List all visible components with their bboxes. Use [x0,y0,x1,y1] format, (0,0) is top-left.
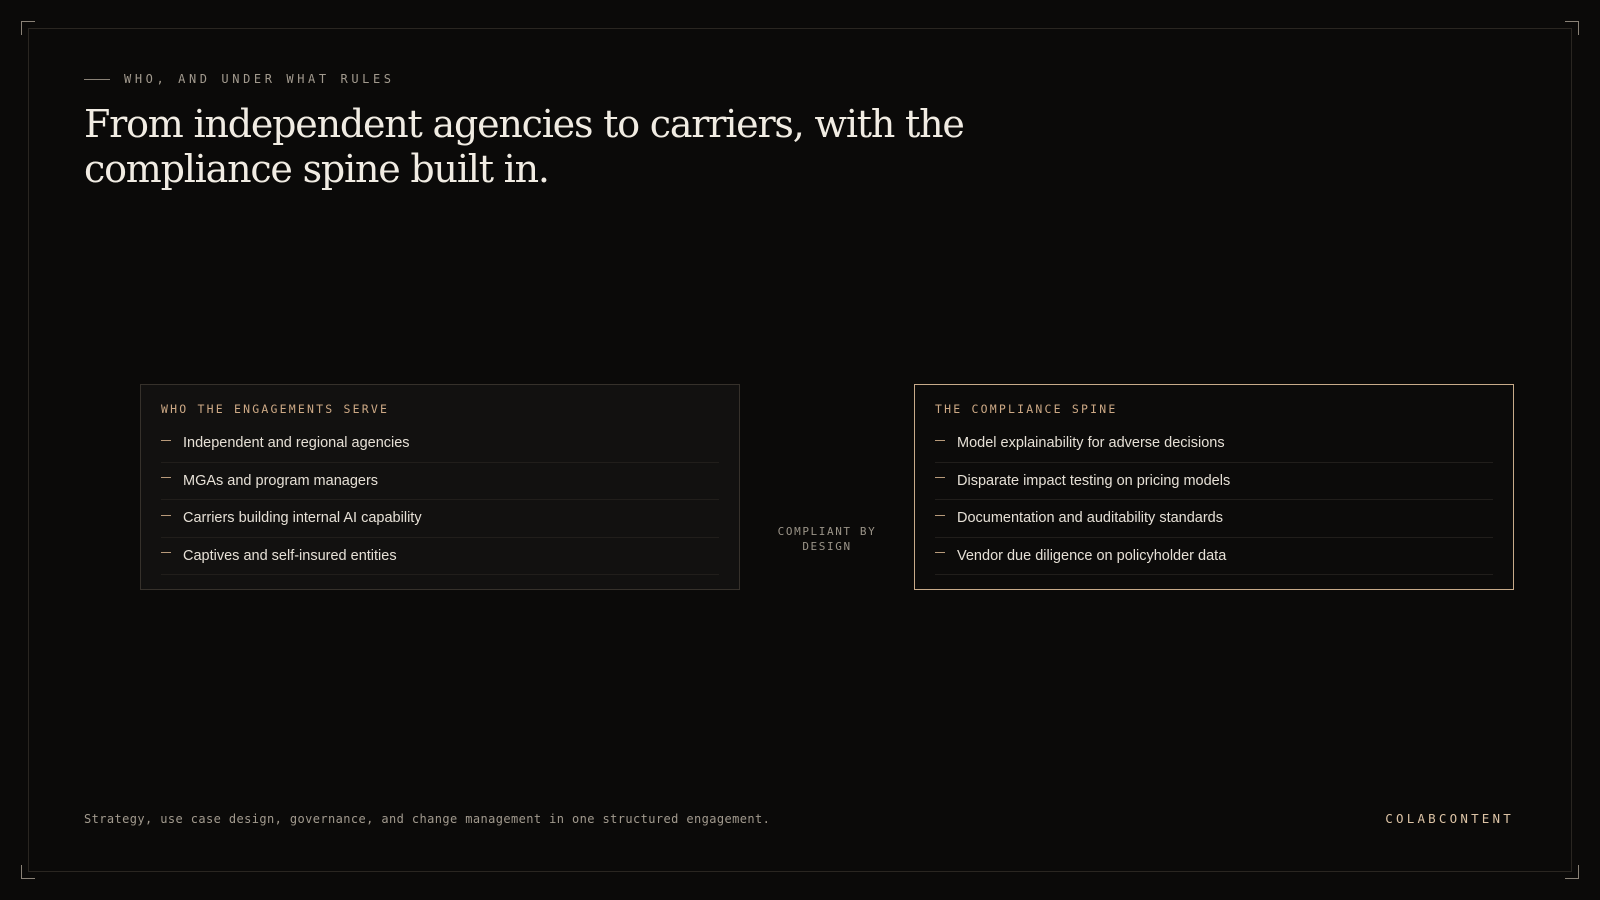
dash-icon [935,515,945,516]
audience-card [140,384,740,590]
compliance-list [935,425,1493,575]
dash-icon [935,477,945,478]
list-item-label: Carriers building internal AI capability [183,510,422,527]
list-item-label: Documentation and auditability standards [957,510,1223,527]
eyebrow-label: WHO, AND UNDER WHAT RULES [124,72,395,86]
dash-icon [935,440,945,441]
corner-mark-bottom-left [21,865,35,879]
list-item [935,538,1493,576]
list-item [161,538,719,576]
list-item [161,463,719,501]
dash-icon [161,552,171,553]
page-title: From independent agencies to carriers, with the compliance spine built in. [84,102,964,191]
list-item-label: Independent and regional agencies [183,435,410,452]
footer-tagline: Strategy, use case design, governance, and change management in one structured engagement. [84,812,771,826]
list-item-label: MGAs and program managers [183,472,379,489]
dash-icon [935,552,945,553]
list-item-label: Captives and self-insured entities [183,547,397,564]
compliance-card-title: THE COMPLIANCE SPINE [935,402,1118,416]
corner-mark-top-left [21,21,35,35]
center-note: COMPLIANT BY DESIGN [777,525,877,553]
dash-icon [161,515,171,516]
list-item-label: Disparate impact testing on pricing models [957,472,1231,489]
audience-list [161,425,719,575]
list-item [161,500,719,538]
list-item [935,425,1493,463]
list-item-label: Model explainability for adverse decisions [957,435,1225,452]
dash-icon [161,477,171,478]
corner-mark-bottom-right [1565,865,1579,879]
list-item [161,425,719,463]
dash-icon [161,440,171,441]
list-item [935,463,1493,501]
corner-mark-top-right [1565,21,1579,35]
compliance-card [914,384,1514,590]
list-item-label: Vendor due diligence on policyholder data [957,547,1227,564]
brand-logo: COLABCONTENT [1385,811,1514,826]
audience-card-title: WHO THE ENGAGEMENTS SERVE [161,402,390,416]
eyebrow [84,72,395,86]
list-item [935,500,1493,538]
eyebrow-rule [84,79,110,80]
